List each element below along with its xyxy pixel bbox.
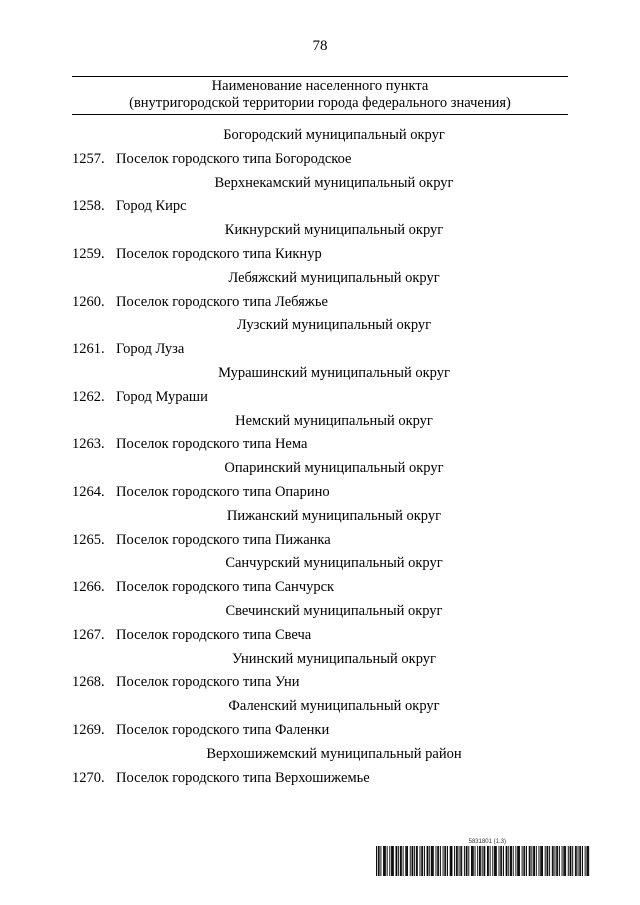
settlement-entry xyxy=(72,433,568,457)
district-heading: Опаринский муниципальный округ xyxy=(224,460,444,477)
district-heading: Кикнурский муниципальный округ xyxy=(224,222,444,239)
entry-number: 1260. xyxy=(72,293,105,310)
district-heading: Фаленский муниципальный округ xyxy=(228,698,440,715)
settlement-entry xyxy=(72,291,568,315)
entry-number: 1264. xyxy=(72,483,105,500)
settlement-entry xyxy=(72,195,568,219)
settlement-name: Поселок городского типа Уни xyxy=(116,674,300,691)
settlement-name: Поселок городского типа Верхошижемье xyxy=(116,769,370,786)
settlement-entry xyxy=(72,576,568,600)
barcode-block xyxy=(376,838,590,876)
district-heading: Верхошижемский муниципальный район xyxy=(206,745,462,762)
district-heading: Лебяжский муниципальный округ xyxy=(228,269,440,286)
district-heading: Немский муниципальный округ xyxy=(235,412,433,429)
settlement-entry xyxy=(72,529,568,553)
district-heading: Мурашинский муниципальный округ xyxy=(218,364,450,381)
entry-number: 1267. xyxy=(72,626,105,643)
settlement-entry xyxy=(72,481,568,505)
settlement-name: Поселок городского типа Опарино xyxy=(116,483,330,500)
settlement-entry xyxy=(72,243,568,267)
settlement-name: Поселок городского типа Лебяжье xyxy=(116,293,328,310)
entry-number: 1262. xyxy=(72,388,105,405)
district-heading: Лузский муниципальный округ xyxy=(236,317,432,334)
barcode-code: 5831801 (1.3) xyxy=(468,839,506,845)
district-heading: Санчурский муниципальный округ xyxy=(225,555,443,572)
settlement-name: Поселок городского типа Свеча xyxy=(116,626,312,643)
header-subtitle: (внутригородской территории города федерального значения) xyxy=(129,95,511,111)
settlement-list xyxy=(72,124,568,790)
settlement-name: Город Луза xyxy=(116,341,185,358)
header-title: Наименование населенного пункта xyxy=(211,78,429,94)
entry-number: 1266. xyxy=(72,579,105,596)
settlement-name: Поселок городского типа Кикнур xyxy=(116,245,322,262)
settlement-entry xyxy=(72,386,568,410)
settlement-entry xyxy=(72,767,568,791)
settlement-entry xyxy=(72,624,568,648)
district-heading: Унинский муниципальный округ xyxy=(232,650,436,667)
entry-number: 1257. xyxy=(72,150,105,167)
table-header xyxy=(72,76,568,115)
settlement-name: Поселок городского типа Нема xyxy=(116,436,308,453)
settlement-name: Город Кирс xyxy=(116,198,187,215)
settlement-name: Поселок городского типа Пижанка xyxy=(116,531,331,548)
settlement-name: Поселок городского типа Фаленки xyxy=(116,721,330,738)
settlement-entry xyxy=(72,671,568,695)
district-heading: Пижанский муниципальный округ xyxy=(226,507,442,524)
entry-number: 1265. xyxy=(72,531,105,548)
settlement-name: Поселок городского типа Богородское xyxy=(116,150,352,167)
page-number: 78 xyxy=(312,38,328,54)
district-heading: Верхнекамский муниципальный округ xyxy=(214,174,454,191)
entry-number: 1268. xyxy=(72,674,105,691)
entry-number: 1270. xyxy=(72,769,105,786)
district-heading: Богородский муниципальный округ xyxy=(223,127,445,143)
settlement-entry xyxy=(72,719,568,743)
settlement-name: Поселок городского типа Санчурск xyxy=(116,579,335,596)
district-heading: Свечинский муниципальный округ xyxy=(225,602,443,619)
entry-number: 1258. xyxy=(72,198,105,215)
entry-number: 1263. xyxy=(72,436,105,453)
settlement-name: Город Мураши xyxy=(116,388,208,405)
entry-number: 1259. xyxy=(72,245,105,262)
settlement-entry xyxy=(72,338,568,362)
entry-number: 1261. xyxy=(72,341,105,358)
barcode-icon xyxy=(376,846,590,876)
entry-number: 1269. xyxy=(72,721,105,738)
settlement-entry xyxy=(72,148,568,172)
